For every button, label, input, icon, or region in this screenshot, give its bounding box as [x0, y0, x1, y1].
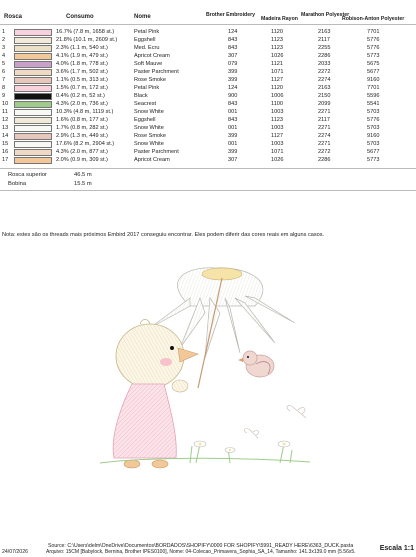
header-madeira: Madeira Rayon [261, 16, 298, 22]
thread-robison-code: 5675 [367, 61, 380, 67]
thread-name: Med. Ecru [134, 45, 160, 51]
thread-number: 16 [2, 149, 9, 155]
header-nome: Nome [134, 14, 151, 20]
thread-row [0, 60, 416, 68]
thread-name: Petal Pink [134, 85, 160, 91]
thread-color-swatch [14, 149, 52, 156]
thread-row [0, 92, 416, 100]
thread-madeira-code: 1071 [271, 149, 284, 155]
footer-arquivo: Arquivo: 15CM [Babylock, Bernina, Brother IPES0100], Nome: 04-Colecao_Primavera_Sophia_SA_14, Tamanho: 141.3x139.0 mm (5.56x5. [46, 549, 356, 555]
thread-robison-code: 5776 [367, 117, 380, 123]
thread-consumo: 4.3% (2.0 m, 877 st.) [56, 149, 108, 155]
thread-consumo: 1.1% (0.5 m, 313 st.) [56, 77, 108, 83]
thread-color-swatch [14, 141, 52, 148]
summary-divider [0, 190, 416, 191]
thread-madeira-code: 1127 [271, 77, 284, 83]
duck-character [113, 320, 198, 469]
thread-color-swatch [14, 69, 52, 76]
thread-color-swatch [14, 157, 52, 164]
thread-color-swatch [14, 101, 52, 108]
thread-number: 15 [2, 141, 9, 147]
thread-consumo: 4.1% (1.9 m, 479 st.) [56, 53, 108, 59]
thread-brother-code: 001 [228, 109, 238, 115]
thread-row [0, 140, 416, 148]
header-rosca: Rosca [4, 14, 23, 20]
thread-madeira-code: 1121 [271, 61, 284, 67]
thread-number: 5 [2, 61, 6, 67]
thread-name: Eggshell [134, 117, 156, 123]
header-divider [0, 24, 416, 25]
thread-row [0, 84, 416, 92]
thread-robison-code: 5703 [367, 141, 380, 147]
note-text: Nota: estes são os threads mais próximos Embird 2017 conseguiu encontrar. Eles podem diferir das cores reais em alguns casos. [2, 232, 325, 238]
thread-madeira-code: 1071 [271, 69, 284, 75]
thread-color-swatch [14, 37, 52, 44]
thread-madeira-code: 1026 [271, 53, 284, 59]
thread-number: 9 [2, 93, 6, 99]
thread-name: Black [134, 93, 148, 99]
thread-number: 13 [2, 125, 9, 131]
thread-row [0, 148, 416, 156]
thread-row [0, 36, 416, 44]
bird [238, 351, 274, 377]
thread-name: Snow White [134, 125, 164, 131]
thread-number: 3 [2, 45, 6, 51]
footer-source: Source: C:\Users\delm\OneDrive\Documentos\BORDADOS\SHOPIFY\0000 FOR SHOPIFY\5991_READY HERE\6363_DUCK.pasta [48, 543, 354, 549]
thread-name: Seacrest [134, 101, 157, 107]
thread-number: 1 [2, 29, 6, 35]
header-marathon: Marathon Polyester [301, 12, 350, 18]
thread-robison-code: 5596 [367, 93, 380, 99]
thread-brother-code: 001 [228, 141, 238, 147]
thread-madeira-code: 1003 [271, 141, 284, 147]
thread-consumo: 1.6% (0.8 m, 177 st.) [56, 117, 108, 123]
thread-marathon-code: 2286 [318, 157, 331, 163]
thread-name: Paster Parchment [134, 69, 179, 75]
thread-consumo: 1.5% (0.7 m, 172 st.) [56, 85, 108, 91]
thread-brother-code: 079 [228, 61, 238, 67]
thread-name: Rose Smoke [134, 133, 167, 139]
thread-number: 8 [2, 85, 6, 91]
thread-name: Apricot Cream [134, 157, 170, 163]
thread-marathon-code: 2271 [318, 141, 331, 147]
thread-consumo: 2.3% (1.1 m, 540 st.) [56, 45, 108, 51]
thread-name: Apricot Cream [134, 53, 170, 59]
thread-marathon-code: 2255 [318, 45, 331, 51]
thread-color-swatch [14, 117, 52, 124]
summary-value: 15.5 m [74, 181, 92, 187]
thread-robison-code: 5776 [367, 37, 380, 43]
thread-robison-code: 5776 [367, 45, 380, 51]
thread-marathon-code: 2274 [318, 133, 331, 139]
thread-consumo: 4.0% (1.8 m, 778 st.) [56, 61, 108, 67]
thread-robison-code: 9160 [367, 77, 380, 83]
thread-robison-code: 5703 [367, 125, 380, 131]
thread-consumo: 2.0% (0.9 m, 309 st.) [56, 157, 108, 163]
thread-marathon-code: 2272 [318, 149, 331, 155]
thread-color-swatch [14, 133, 52, 140]
dragonfly [244, 405, 306, 438]
thread-number: 7 [2, 77, 6, 83]
thread-madeira-code: 1100 [271, 101, 284, 107]
thread-marathon-code: 2099 [318, 101, 331, 107]
header-brother: Brother Embroidery [206, 12, 256, 18]
thread-row [0, 108, 416, 116]
thread-color-swatch [14, 53, 52, 60]
thread-brother-code: 399 [228, 149, 238, 155]
thread-consumo: 1.7% (0.8 m, 282 st.) [56, 125, 108, 131]
summary-value: 46.5 m [74, 172, 92, 178]
thread-row [0, 124, 416, 132]
thread-number: 2 [2, 37, 6, 43]
thread-consumo: 4.3% (2.0 m, 736 st.) [56, 101, 108, 107]
thread-number: 12 [2, 117, 9, 123]
thread-brother-code: 399 [228, 77, 238, 83]
thread-color-swatch [14, 45, 52, 52]
thread-name: Snow White [134, 141, 164, 147]
thread-color-swatch [14, 109, 52, 116]
thread-robison-code: 5773 [367, 53, 380, 59]
thread-color-swatch [14, 29, 52, 36]
thread-marathon-code: 2271 [318, 125, 331, 131]
thread-madeira-code: 1123 [271, 37, 284, 43]
thread-robison-code: 5703 [367, 109, 380, 115]
thread-marathon-code: 2163 [318, 85, 331, 91]
thread-marathon-code: 2274 [318, 77, 331, 83]
thread-robison-code: 7701 [367, 85, 380, 91]
thread-madeira-code: 1026 [271, 157, 284, 163]
thread-color-swatch [14, 125, 52, 132]
thread-row [0, 156, 416, 164]
thread-brother-code: 843 [228, 101, 238, 107]
thread-robison-code: 5773 [367, 157, 380, 163]
thread-name: Rose Smoke [134, 77, 167, 83]
summary-label: Rosca superior [8, 172, 47, 178]
thread-madeira-code: 1003 [271, 125, 284, 131]
thread-robison-code: 5677 [367, 69, 380, 75]
scale-label: Escala 1:1 [379, 545, 414, 552]
thread-brother-code: 307 [228, 53, 238, 59]
thread-marathon-code: 2117 [318, 117, 331, 123]
thread-number: 11 [2, 109, 8, 115]
thread-name: Soft Mauve [134, 61, 163, 67]
thread-marathon-code: 2286 [318, 53, 331, 59]
thread-row [0, 28, 416, 36]
thread-row [0, 116, 416, 124]
thread-name: Paster Parchment [134, 149, 179, 155]
footer-date: 24/07/2026 [2, 549, 28, 555]
thread-number: 6 [2, 69, 6, 75]
thread-row [0, 132, 416, 140]
thread-number: 14 [2, 133, 9, 139]
thread-robison-code: 5541 [367, 101, 380, 107]
thread-marathon-code: 2272 [318, 69, 331, 75]
thread-brother-code: 399 [228, 133, 238, 139]
summary-label: Bobina [8, 181, 27, 187]
table-divider [0, 168, 416, 169]
thread-robison-code: 5677 [367, 149, 380, 155]
thread-row [0, 52, 416, 60]
thread-name: Petal Pink [134, 29, 160, 35]
thread-color-swatch [14, 85, 52, 92]
thread-madeira-code: 1120 [271, 29, 284, 35]
thread-brother-code: 001 [228, 125, 238, 131]
thread-brother-code: 843 [228, 45, 238, 51]
thread-row [0, 44, 416, 52]
thread-row [0, 68, 416, 76]
thread-marathon-code: 2033 [318, 61, 331, 67]
thread-number: 17 [2, 157, 9, 163]
thread-marathon-code: 2117 [318, 37, 331, 43]
thread-row [0, 76, 416, 84]
header-robison: Robison-Anton Polyester [342, 16, 405, 22]
thread-color-swatch [14, 93, 52, 100]
thread-madeira-code: 1127 [271, 133, 284, 139]
thread-madeira-code: 1006 [271, 93, 284, 99]
thread-color-swatch [14, 77, 52, 84]
thread-number: 4 [2, 53, 6, 59]
thread-marathon-code: 2163 [318, 29, 331, 35]
thread-brother-code: 124 [228, 85, 238, 91]
embroidery-design-preview [80, 258, 330, 498]
thread-consumo: 21.8% (10.1 m, 2609 st.) [56, 37, 118, 43]
thread-color-swatch [14, 61, 52, 68]
thread-consumo: 10.3% (4.8 m, 1119 st.) [56, 109, 114, 115]
thread-brother-code: 399 [228, 69, 238, 75]
thread-consumo: 3.6% (1.7 m, 502 st.) [56, 69, 108, 75]
header-consumo: Consumo [66, 14, 94, 20]
thread-brother-code: 843 [228, 37, 238, 43]
thread-madeira-code: 1123 [271, 45, 284, 51]
thread-madeira-code: 1123 [271, 117, 284, 123]
footer [0, 543, 416, 557]
thread-name: Eggshell [134, 37, 156, 43]
thread-madeira-code: 1120 [271, 85, 284, 91]
thread-consumo: 16.7% (7.8 m, 1658 st.) [56, 29, 115, 35]
thread-brother-code: 124 [228, 29, 238, 35]
thread-name: Snow White [134, 109, 164, 115]
thread-marathon-code: 2271 [318, 109, 331, 115]
thread-brother-code: 307 [228, 157, 238, 163]
thread-row [0, 100, 416, 108]
thread-consumo: 0.4% (0.2 m, 52 st.) [56, 93, 105, 99]
thread-consumo: 2.9% (1.3 m, 449 st.) [56, 133, 108, 139]
thread-madeira-code: 1003 [271, 109, 284, 115]
thread-robison-code: 7701 [367, 29, 380, 35]
thread-number: 10 [2, 101, 9, 107]
thread-brother-code: 900 [228, 93, 238, 99]
thread-consumo: 17.6% (8.2 m, 2904 st.) [56, 141, 115, 147]
thread-marathon-code: 2150 [318, 93, 331, 99]
thread-brother-code: 843 [228, 117, 238, 123]
table-header [0, 0, 416, 22]
thread-robison-code: 9160 [367, 133, 380, 139]
